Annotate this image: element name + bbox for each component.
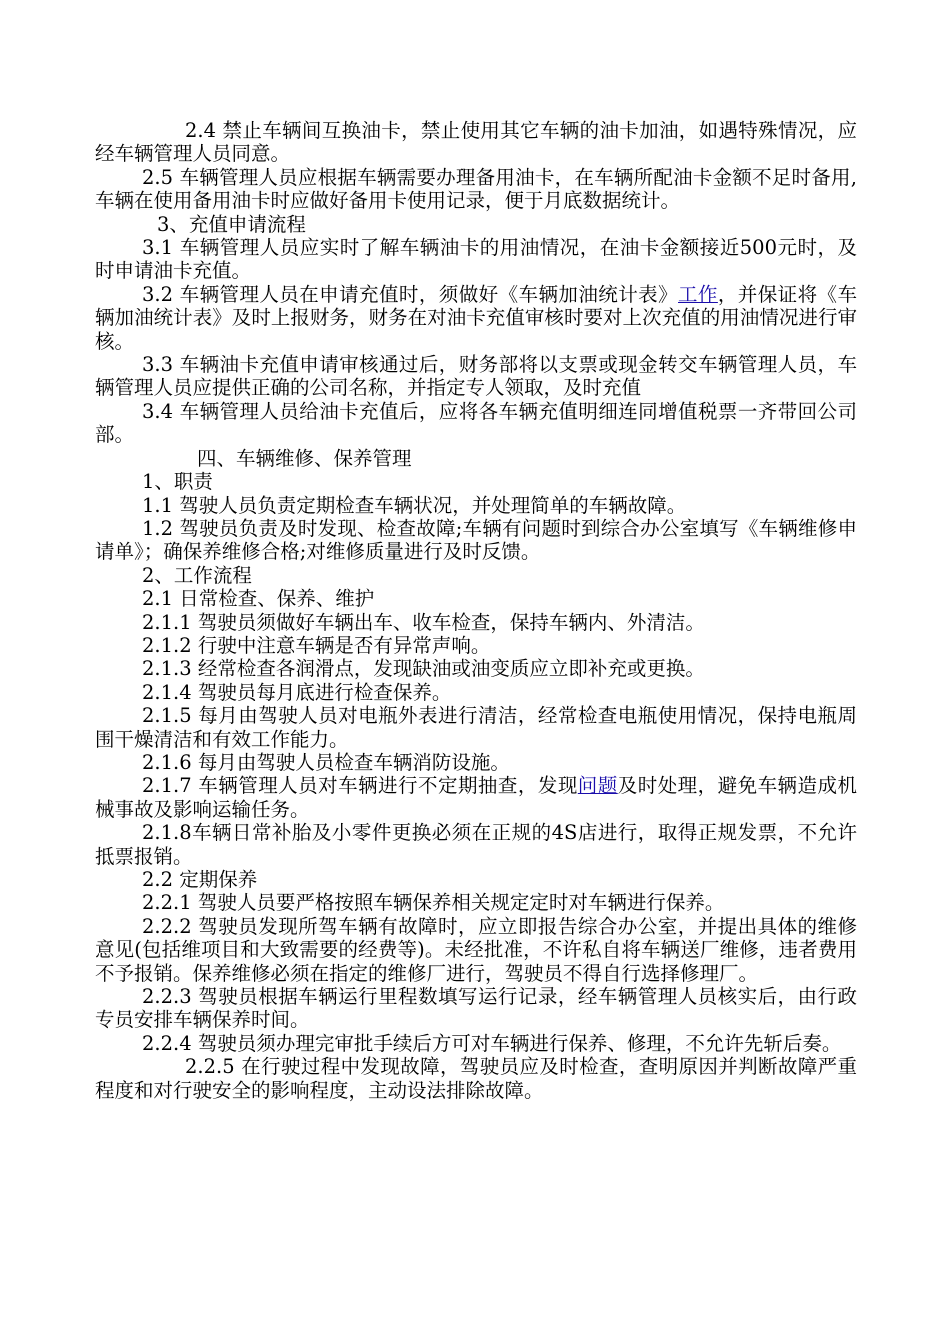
paragraph-3-2-post: ，并保证将《车辆加油统计表》及时上报财务，财务在对油卡充值审核时要对上次充值的用油情况进行审核。	[95, 282, 857, 353]
paragraph-2-2-2: 2.2.2 驾驶员发现所驾车辆有故障时，应立即报告综合办公室，并提出具体的维修意见(包括维项目和大致需要的经费等)。未经批准，不许私自将车辆送厂维修，违者费用不予报销。保养维修必须在指定的维修厂进行，驾驶员不得自行选择修理厂。	[95, 914, 857, 985]
paragraph-2-2-1: 2.2.1 驾驶人员要严格按照车辆保养相关规定定时对车辆进行保养。	[142, 891, 725, 915]
paragraph-2-1-1: 2.1.1 驾驶员须做好车辆出车、收车检查，保持车辆内、外清洁。	[142, 610, 705, 634]
paragraph-2-1-2: 2.1.2 行驶中注意车辆是否有异常声响。	[142, 633, 491, 657]
paragraph-3-2	[95, 283, 857, 353]
paragraph-2-2-3: 2.2.3 驾驶员根据车辆运行里程数填写运行记录，经车辆管理人员核实后，由行政专员安排车辆保养时间。	[95, 985, 857, 1032]
paragraph-1-1: 1.1 驾驶人员负责定期检查车辆状况，并处理简单的车辆故障。	[142, 493, 687, 517]
heading-duties: 1、职责	[142, 470, 213, 494]
paragraph-2-1-3: 2.1.3 经常检查各润滑点，发现缺油或油变质应立即补充或更换。	[142, 657, 705, 681]
paragraph-2-1-7-pre: 2.1.7 车辆管理人员对车辆进行不定期抽查，发现	[142, 774, 578, 798]
paragraph-3-4: 3.4 车辆管理人员给油卡充值后，应将各车辆充值明细连同增值税票一齐带回公司部。	[95, 399, 857, 447]
paragraph-2-4: 2.4 禁止车辆间互换油卡，禁止使用其它车辆的油卡加油，如遇特殊情况，应经车辆管理人员同意。	[95, 119, 857, 166]
heading-daily-check: 2.1 日常检查、保养、维护	[142, 587, 375, 611]
paragraph-2-1-8: 2.1.8车辆日常补胎及小零件更换必须在正规的4S店进行，取得正规发票，不允许抵票报销。	[95, 821, 857, 868]
paragraph-3-1: 3.1 车辆管理人员应实时了解车辆油卡的用油情况，在油卡金额接近500元时，及时申请油卡充值。	[95, 236, 857, 283]
section-heading-maintenance: 四、车辆维修、保养管理	[197, 446, 412, 470]
paragraph-1-2: 1.2 驾驶员负责及时发现、检查故障;车辆有问题时到综合办公室填写《车辆维修申请单》；确保养维修合格;对维修质量进行及时反馈。	[95, 516, 857, 564]
paragraph-2-1-5: 2.1.5 每月由驾驶人员对电瓶外表进行清洁，经常检查电瓶使用情况，保持电瓶周围干燥清洁和有效工作能力。	[95, 704, 857, 751]
paragraph-2-5: 2.5 车辆管理人员应根据车辆需要办理备用油卡，在车辆所配油卡金额不足时备用,车辆在使用备用油卡时应做好备用卡使用记录，便于月底数据统计。	[95, 165, 857, 213]
paragraph-2-1-6: 2.1.6 每月由驾驶人员检查车辆消防设施。	[142, 750, 510, 774]
paragraph-3-2-pre: 3.2 车辆管理人员在申请充值时，须做好《车辆加油统计表》	[142, 282, 678, 306]
paragraph-2-2-4: 2.2.4 驾驶员须办理完审批手续后方可对车辆进行保养、修理，不允许先斩后奏。	[142, 1031, 842, 1055]
link-work[interactable]: 工作	[678, 282, 718, 306]
link-problem[interactable]: 问题	[577, 774, 618, 798]
paragraph-2-2-5: 2.2.5 在行驶过程中发现故障，驾驶员应及时检查，查明原因并判断故障严重程度和对行驶安全的影响程度，主动设法排除故障。	[95, 1055, 857, 1102]
heading-recharge-process: 3、充值申请流程	[157, 212, 306, 236]
paragraph-2-1-7	[95, 774, 857, 821]
paragraph-3-3: 3.3 车辆油卡充值申请审核通过后，财务部将以支票或现金转交车辆管理人员，车辆管理人员应提供正确的公司名称，并指定专人领取，及时充值	[95, 353, 857, 400]
paragraph-2-1-4: 2.1.4 驾驶员每月底进行检查保养。	[142, 680, 452, 704]
document-page	[95, 119, 857, 1102]
heading-regular-maintenance: 2.2 定期保养	[142, 868, 258, 891]
paragraph-2-1-7-post: 及时处理，避免车辆造成机械事故及影响运输任务。	[95, 774, 857, 821]
heading-workflow: 2、工作流程	[142, 563, 252, 587]
